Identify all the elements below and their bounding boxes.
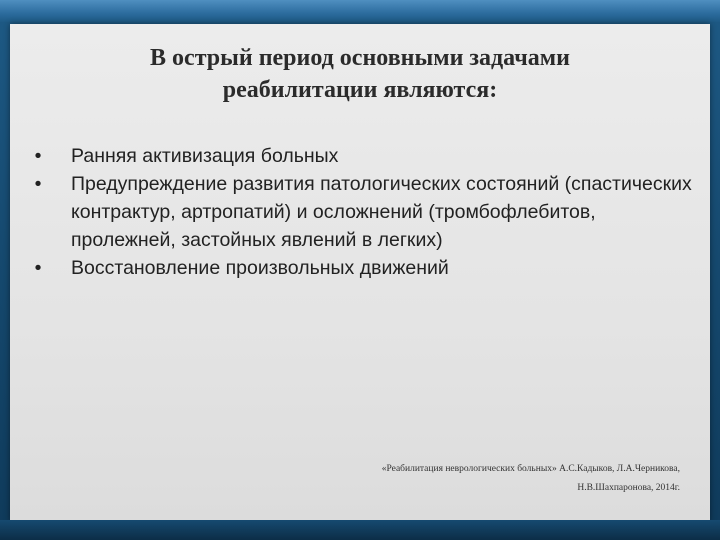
slide-content [10, 24, 710, 522]
bullet-item [26, 170, 696, 254]
bullet-icon: • [34, 173, 42, 195]
bullet-list [26, 142, 696, 282]
citation [320, 460, 680, 498]
bullet-text: Ранняя активизация больных [71, 145, 339, 167]
bullet-text: Предупреждение развития патологических состояний (спастических контрактур, артропатий) и осложнений (тромбофлебитов, пролежней, застойных явлений в легких) [71, 173, 692, 251]
slide-title-line-1: В острый период основными задачами [150, 45, 570, 71]
bullet-icon: • [34, 257, 42, 279]
bullet-text: Восстановление произвольных движений [71, 257, 449, 279]
slide-title [50, 42, 670, 106]
bullet-icon: • [34, 145, 42, 167]
citation-line-2: Н.В.Шахпаронова, 2014г. [577, 483, 680, 493]
slide-title-line-2: реабилитации являются: [222, 77, 498, 103]
bullet-item [26, 142, 696, 170]
citation-line-1: «Реабилитация неврологических больных» А.С.Кадыков, Л.А.Черникова, [381, 464, 680, 474]
bullet-item [26, 254, 696, 282]
